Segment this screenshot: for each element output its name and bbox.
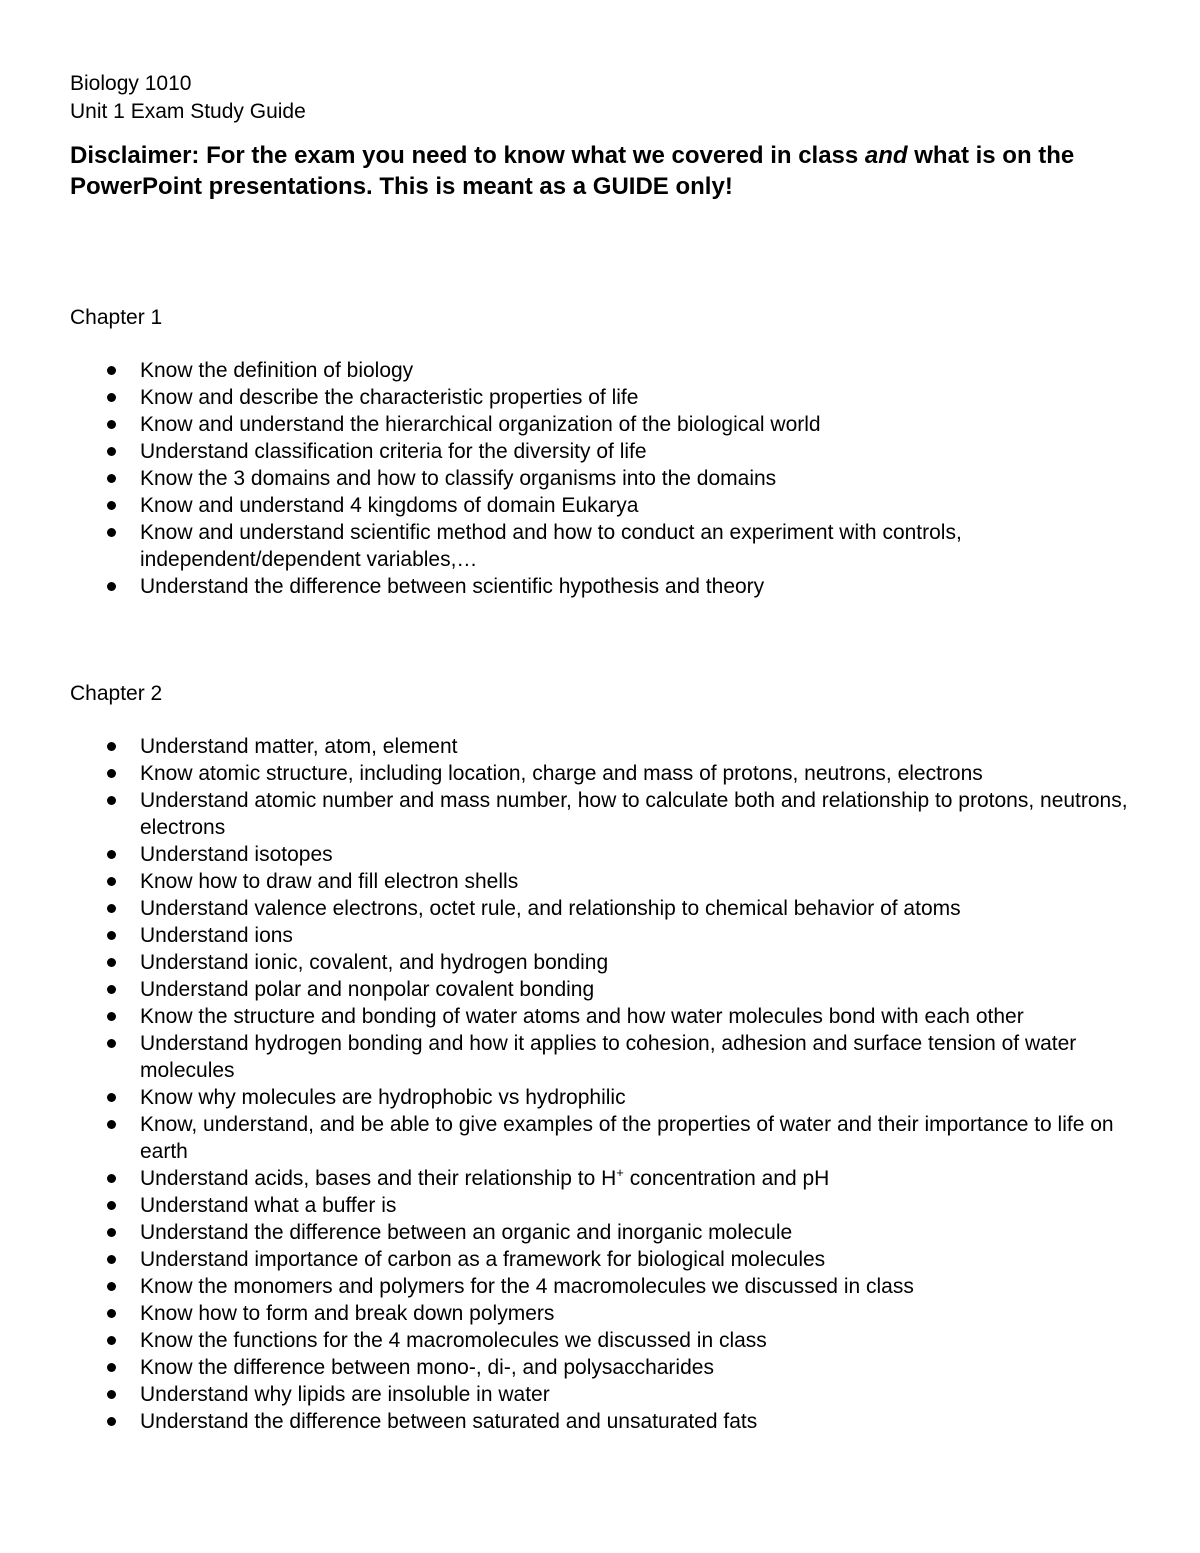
bullet-icon: [107, 1201, 116, 1210]
list-item: Understand atomic number and mass number, how to calculate both and relationship to protons, neutrons, electrons: [70, 787, 1130, 841]
list-item: Know atomic structure, including location, charge and mass of protons, neutrons, electrons: [70, 760, 1130, 787]
list-item: Know the functions for the 4 macromolecules we discussed in class: [70, 1327, 1130, 1354]
list-item: Understand what a buffer is: [70, 1192, 1130, 1219]
bullet-icon: [107, 1120, 116, 1129]
bullet-icon: [107, 420, 116, 429]
list-item: Understand isotopes: [70, 841, 1130, 868]
list-item: Know the difference between mono-, di-, and polysaccharides: [70, 1354, 1130, 1381]
bullet-icon: [107, 1174, 116, 1183]
bullet-icon: [107, 1039, 116, 1048]
list-item: Know how to form and break down polymers: [70, 1300, 1130, 1327]
bullet-icon: [107, 501, 116, 510]
disclaimer-text-start: Disclaimer: For the exam you need to know what we covered in class: [70, 142, 865, 169]
list-item: Understand ionic, covalent, and hydrogen bonding: [70, 949, 1130, 976]
bullet-icon: [107, 958, 116, 967]
list-item: Know the monomers and polymers for the 4 macromolecules we discussed in class: [70, 1273, 1130, 1300]
list-item: Understand the difference between saturated and unsaturated fats: [70, 1408, 1130, 1435]
bullet-icon: [107, 474, 116, 483]
bullet-icon: [107, 769, 116, 778]
chapter-2-heading: Chapter 2: [70, 682, 163, 705]
disclaimer-emphasis: and: [864, 142, 908, 169]
list-item: Know, understand, and be able to give examples of the properties of water and their importance to life on earth: [70, 1111, 1130, 1165]
bullet-icon: [107, 1363, 116, 1372]
document-page: [70, 70, 1140, 1435]
bullet-icon: [107, 985, 116, 994]
bullet-icon: [107, 1309, 116, 1318]
bullet-icon: [107, 1417, 116, 1426]
list-item: Understand why lipids are insoluble in water: [70, 1381, 1130, 1408]
list-item: Understand ions: [70, 922, 1130, 949]
bullet-icon: [107, 796, 116, 805]
list-item: Know and understand the hierarchical organization of the biological world: [70, 411, 1130, 438]
bullet-icon: [107, 1390, 116, 1399]
list-item: Understand classification criteria for the diversity of life: [70, 438, 1130, 465]
list-item: Understand polar and nonpolar covalent bonding: [70, 976, 1130, 1003]
list-item: Know the definition of biology: [70, 357, 1130, 384]
course-title: Biology 1010: [70, 72, 192, 95]
bullet-icon: [107, 1093, 116, 1102]
disclaimer: [70, 140, 1130, 202]
bullet-icon: [107, 1012, 116, 1021]
list-item: Understand hydrogen bonding and how it applies to cohesion, adhesion and surface tension of water molecules: [70, 1030, 1130, 1084]
bullet-icon: [107, 528, 116, 537]
disclaimer-text-end: what is on the PowerPoint presentations. This is meant as a GUIDE only!: [70, 142, 1075, 200]
list-item: Understand acids, bases and their relationship to H+ concentration and pH: [70, 1165, 1130, 1192]
list-item: Know why molecules are hydrophobic vs hydrophilic: [70, 1084, 1130, 1111]
list-item: Know and understand scientific method and how to conduct an experiment with controls, independent/dependent variables,…: [70, 519, 1130, 573]
bullet-icon: [107, 904, 116, 913]
list-item: Understand the difference between scientific hypothesis and theory: [70, 573, 1130, 600]
bullet-icon: [107, 582, 116, 591]
chapter-2-list: [70, 733, 1140, 1435]
bullet-icon: [107, 1228, 116, 1237]
bullet-icon: [107, 1255, 116, 1264]
document-subtitle: Unit 1 Exam Study Guide: [70, 100, 306, 123]
bullet-icon: [107, 877, 116, 886]
chapter-1-heading: Chapter 1: [70, 306, 163, 329]
bullet-icon: [107, 742, 116, 751]
list-item: Understand importance of carbon as a framework for biological molecules: [70, 1246, 1130, 1273]
list-item: Know the 3 domains and how to classify organisms into the domains: [70, 465, 1130, 492]
bullet-icon: [107, 931, 116, 940]
bullet-icon: [107, 393, 116, 402]
bullet-icon: [107, 366, 116, 375]
list-item: Know how to draw and fill electron shells: [70, 868, 1130, 895]
bullet-icon: [107, 1282, 116, 1291]
chapter-1-list: [70, 357, 1140, 600]
list-item: Understand the difference between an organic and inorganic molecule: [70, 1219, 1130, 1246]
bullet-icon: [107, 447, 116, 456]
bullet-icon: [107, 1336, 116, 1345]
bullet-icon: [107, 850, 116, 859]
list-item: Understand matter, atom, element: [70, 733, 1130, 760]
list-item: Understand valence electrons, octet rule, and relationship to chemical behavior of atoms: [70, 895, 1130, 922]
list-item: Know and understand 4 kingdoms of domain Eukarya: [70, 492, 1130, 519]
list-item: Know and describe the characteristic properties of life: [70, 384, 1130, 411]
list-item: Know the structure and bonding of water atoms and how water molecules bond with each other: [70, 1003, 1130, 1030]
